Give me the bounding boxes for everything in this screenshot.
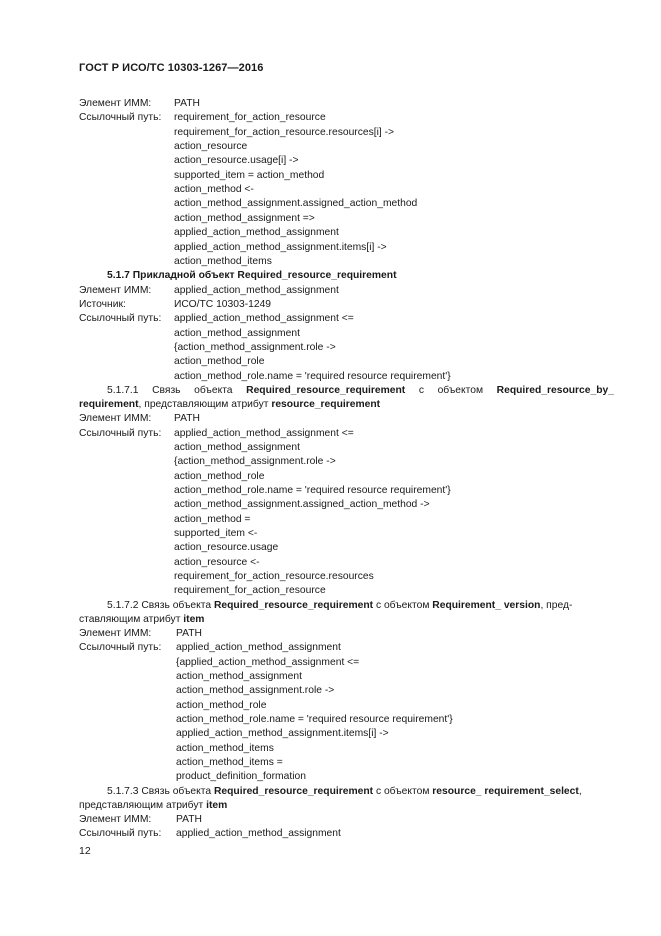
section-heading-5-1-7: [107, 269, 397, 282]
field-label: Элемент ИММ:: [79, 413, 152, 425]
path-line: applied_action_method_assignment: [174, 227, 339, 239]
path-line: action_method_assignment.assigned_action_method: [174, 198, 418, 210]
heading-text: Связь объекта: [141, 785, 212, 797]
heading-object: Required_resource_requirement: [237, 270, 397, 282]
path-line: {action_method_assignment.role ->: [174, 456, 336, 468]
path-line: action_method_role: [174, 356, 265, 368]
field-label: Элемент ИММ:: [79, 98, 152, 109]
heading-text: [107, 270, 397, 281]
path-line: applied_action_method_assignment.items[i] ->: [176, 728, 389, 740]
path-line: action_method_assignment: [176, 671, 302, 682]
path-line: action_method_assignment: [174, 327, 300, 339]
section-heading-5-1-7-2-cont: [79, 613, 204, 626]
field-value: PATH: [174, 98, 200, 109]
section-number: 5.1.7.2: [107, 599, 139, 611]
path-line: action_method_assignment =>: [174, 212, 315, 224]
path-line: action_method_role.name = 'required resource requirement'}: [174, 370, 451, 382]
path-line: {action_method_assignment.role ->: [174, 341, 336, 353]
heading-text: ставляющим атрибут: [79, 613, 184, 625]
section-heading-5-1-7-2: [107, 599, 572, 612]
field-label: Элемент ИММ:: [79, 627, 152, 639]
field-label: Элемент ИММ:: [79, 814, 152, 825]
field-value: PATH: [176, 627, 202, 639]
path-line: action_method <-: [174, 184, 254, 196]
heading-object: requirement: [79, 398, 139, 410]
path-line: action_method =: [174, 513, 251, 525]
heading-attribute: resource_requirement: [271, 398, 381, 410]
field-value: ИСО/ТС 10303-1249: [174, 298, 272, 310]
path-line: action_resource: [174, 141, 248, 153]
field-label: Элемент ИММ:: [79, 284, 152, 296]
heading-word: объектом: [437, 385, 484, 396]
path-line: action_method_role: [176, 699, 267, 711]
field-label: Ссылочный путь:: [79, 427, 162, 439]
field-label: Ссылочный путь:: [79, 642, 162, 654]
path-line: action_method_assignment.assigned_action_method ->: [174, 499, 430, 511]
field-value: applied_action_method_assignment: [174, 284, 339, 296]
heading-object: Required_resource_requirement: [213, 785, 374, 797]
path-line: action_resource <-: [174, 556, 260, 568]
field-label: Ссылочный путь:: [79, 313, 162, 325]
path-line: requirement_for_action_resource.resources[i] ->: [174, 126, 395, 138]
field-label: Ссылочный путь:: [79, 828, 162, 840]
path-line: applied_action_method_assignment.items[i] ->: [174, 241, 387, 253]
heading-object: Requirement_ version: [432, 599, 541, 611]
field-value: PATH: [176, 814, 202, 825]
heading-word: объекта: [194, 385, 233, 396]
heading-text: представляющим атрибут: [79, 799, 207, 811]
heading-object: resource_ requirement_select: [432, 785, 579, 797]
section-heading-5-1-7-1-cont: [79, 398, 380, 411]
heading-word: Required_resource_requirement: [246, 385, 406, 396]
heading-text: ,: [578, 785, 582, 797]
path-line: action_resource.usage[i] ->: [174, 155, 299, 167]
path-line: action_method_items: [176, 742, 274, 754]
section-heading-5-1-7-1: [107, 384, 614, 397]
section-number: 5.1.7.3: [107, 785, 139, 797]
document-header: ГОСТ Р ИСО/ТС 10303-1267—2016: [79, 62, 264, 74]
heading-text: с объектом: [375, 785, 430, 797]
heading-word: с: [418, 385, 424, 396]
heading-word: 5.1.7.1: [107, 385, 139, 396]
path-line: action_method_role.name = 'required resource requirement'}: [176, 714, 453, 726]
path-line: action_method_assignment.role ->: [176, 685, 335, 697]
heading-attribute: item: [206, 799, 228, 811]
path-line: action_method_items =: [176, 757, 283, 769]
field-label: Источник:: [79, 298, 126, 310]
section-heading-5-1-7-3: [107, 785, 582, 798]
heading-text: с объектом: [375, 599, 430, 611]
path-line: action_resource.usage: [174, 542, 279, 554]
heading-word: Required_resource_by_: [496, 385, 614, 396]
field-value: applied_action_method_assignment: [176, 642, 341, 654]
path-line: requirement_for_action_resource: [174, 585, 326, 597]
heading-object: Required_resource_requirement: [213, 599, 374, 611]
path-line: supported_item = action_method: [174, 169, 325, 181]
path-line: action_method_assignment: [174, 441, 300, 453]
heading-attribute: item: [183, 613, 205, 625]
field-value: requirement_for_action_resource: [174, 112, 326, 124]
path-line: action_method_role.name = 'required resource requirement'}: [174, 484, 451, 496]
field-value: applied_action_method_assignment <=: [174, 313, 354, 325]
field-value: PATH: [174, 413, 200, 425]
field-label: Ссылочный путь:: [79, 112, 162, 124]
path-line: action_method_role: [174, 470, 265, 482]
heading-text: , пред-: [540, 599, 573, 611]
heading-prefix: Прикладной объект: [132, 270, 235, 282]
field-value: applied_action_method_assignment <=: [174, 427, 354, 439]
section-heading-5-1-7-3-cont: [79, 799, 227, 812]
path-line: {applied_action_method_assignment <=: [176, 656, 360, 668]
path-line: product_definition_formation: [176, 771, 306, 783]
section-number: 5.1.7: [107, 270, 130, 282]
path-line: supported_item <-: [174, 528, 258, 539]
heading-text: , представляющим атрибут: [138, 398, 272, 410]
heading-text: Связь объекта: [141, 599, 212, 611]
field-value: applied_action_method_assignment: [176, 828, 341, 840]
page-number: 12: [79, 845, 91, 857]
path-line: action_method_items: [174, 255, 272, 267]
path-line: requirement_for_action_resource.resources: [174, 571, 374, 583]
heading-word: Связь: [152, 385, 181, 396]
